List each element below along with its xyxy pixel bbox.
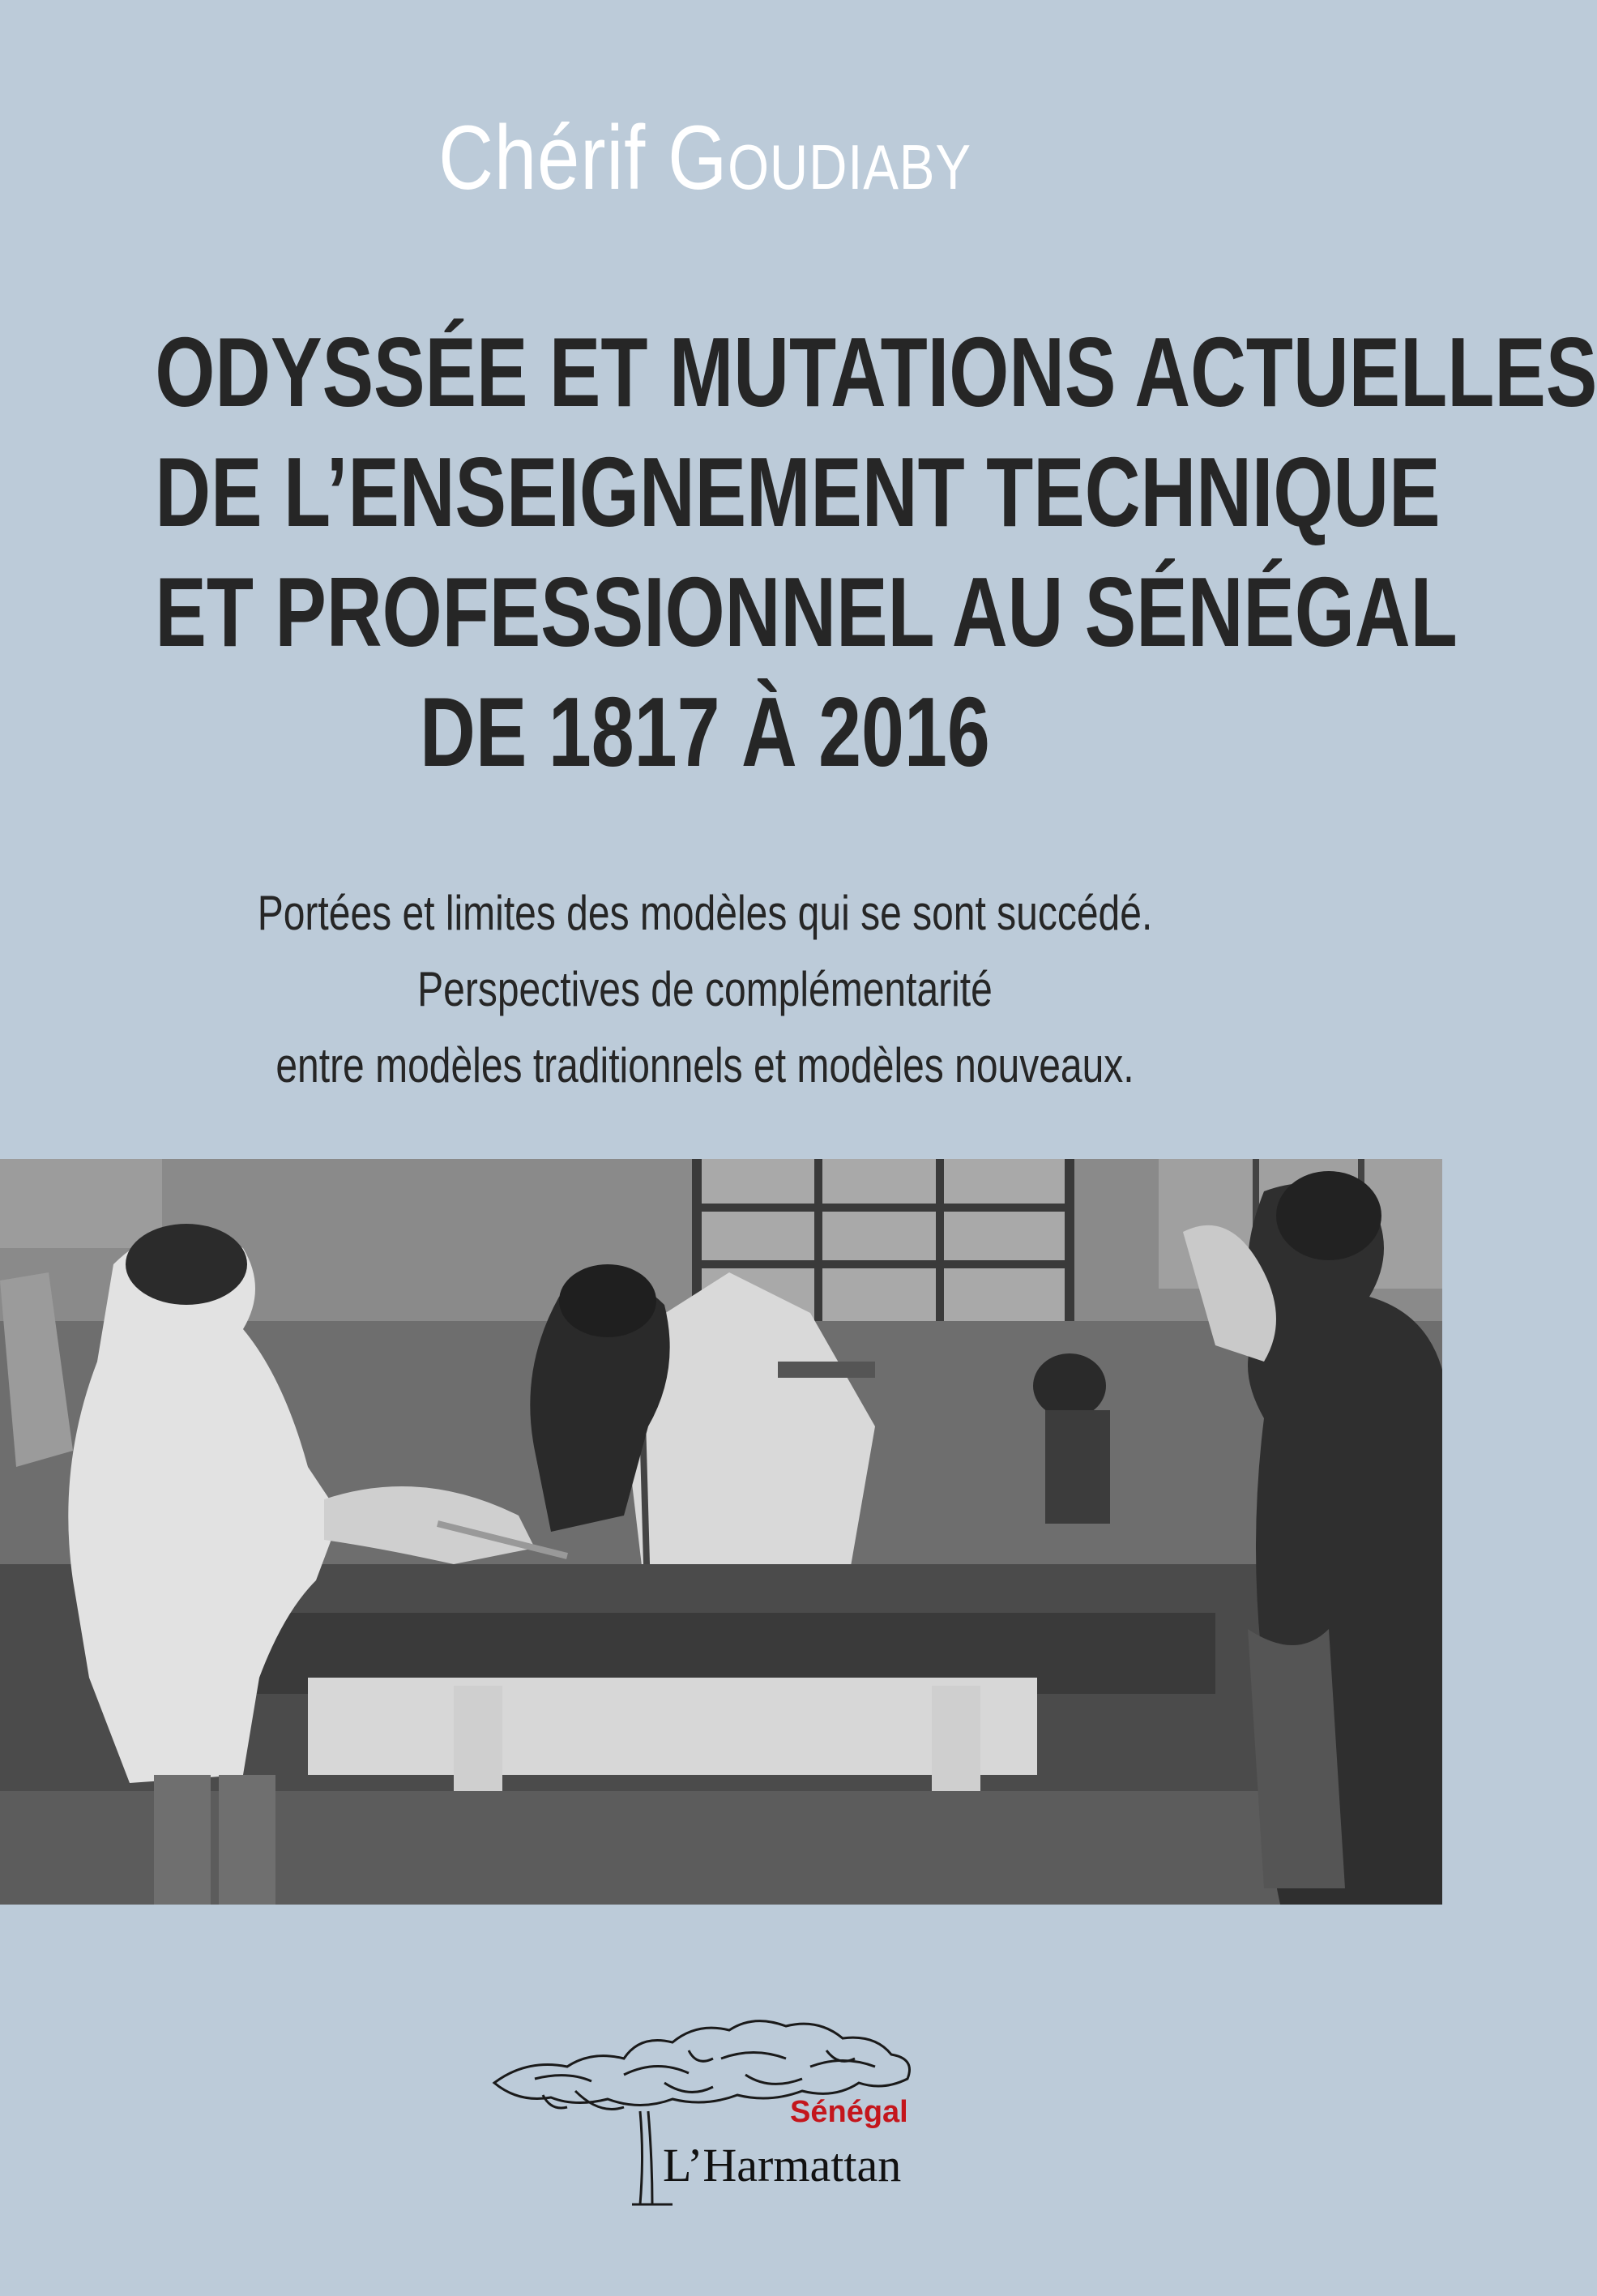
book-subtitle [0, 875, 1410, 1104]
author-last-name: Goudiaby [668, 107, 971, 208]
author-first-name: Chérif [438, 107, 647, 208]
publisher-region: Sénégal [790, 2095, 908, 2129]
author-name [113, 105, 1297, 210]
title-line: ET PROFESSIONNEL AU SÉNÉGAL [155, 557, 1458, 667]
title-line: DE L’ENSEIGNEMENT TECHNIQUE [155, 437, 1441, 547]
subtitle-line: entre modèles traditionnels et modèles nouveaux. [275, 1038, 1134, 1092]
subtitle-line: Perspectives de complémentarité [417, 962, 993, 1016]
publisher-name: L’Harmattan [663, 2139, 902, 2191]
title-line: ODYSSÉE ET MUTATIONS ACTUELLES [155, 317, 1597, 427]
subtitle-line: Portées et limites des modèles qui se sont succédé. [257, 886, 1153, 940]
workshop-photo-icon [0, 1159, 1442, 1905]
title-line: DE 1817 À 2016 [420, 677, 990, 787]
book-title [0, 312, 1597, 792]
